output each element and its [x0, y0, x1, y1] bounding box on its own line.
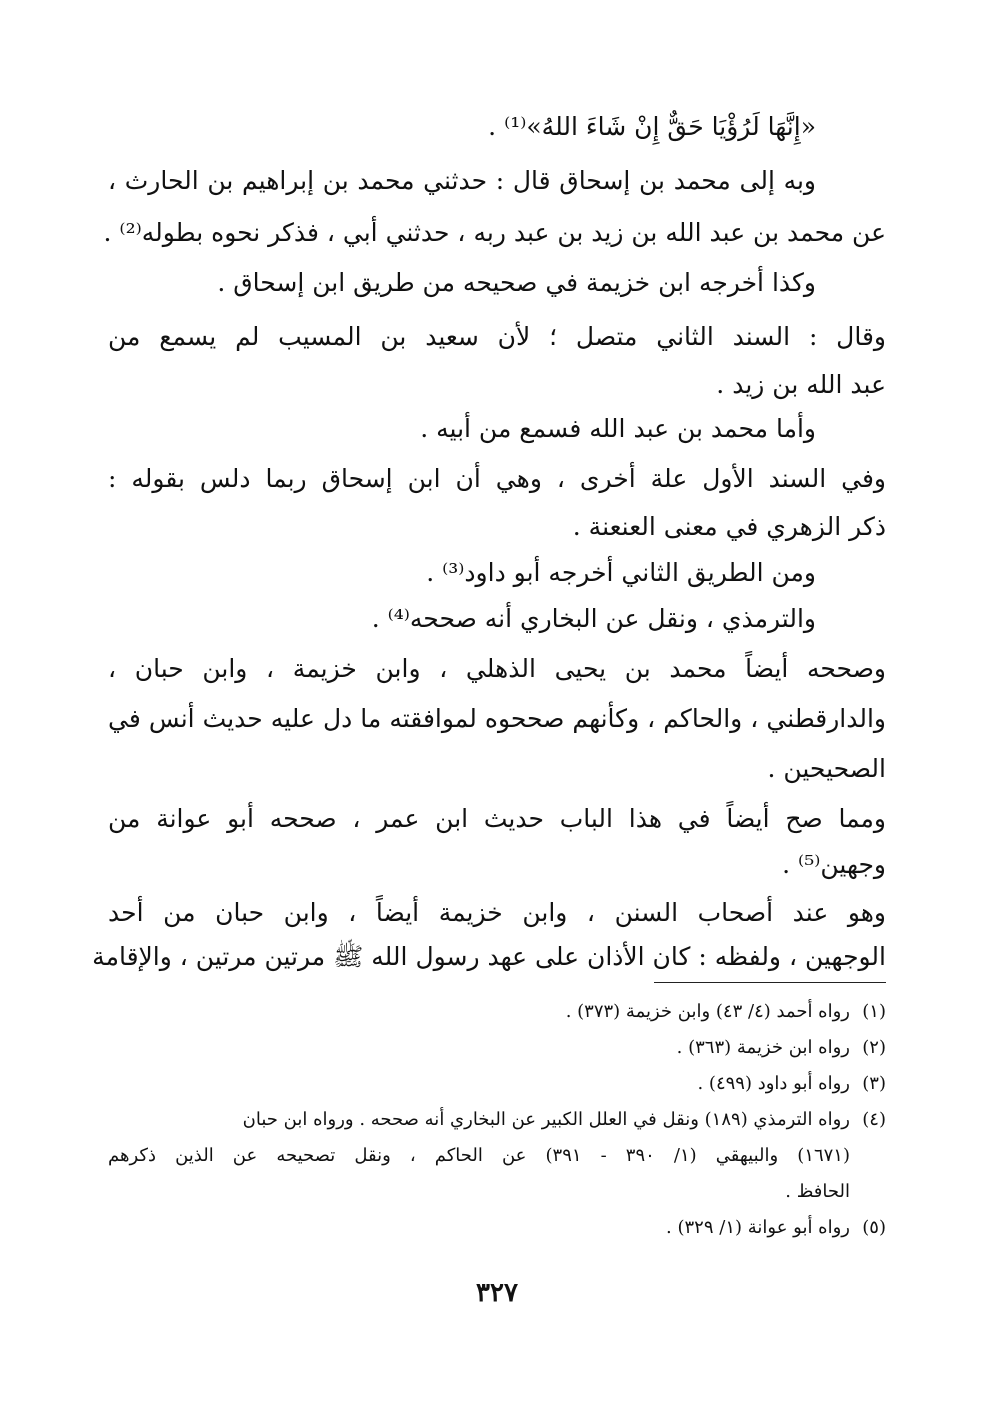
- footnote-3: [108, 1068, 886, 1100]
- text-line: وجهين⁽⁵⁾ .: [782, 850, 886, 879]
- footnote-number: (٣): [862, 1073, 886, 1094]
- footnote-text: رواه ابن خزيمة (٣٦٣) .: [676, 1037, 850, 1058]
- footnote-text: رواه أحمد (٤/ ٤٣) وابن خزيمة (٣٧٣) .: [565, 1001, 850, 1022]
- footnote-number: (١): [862, 1001, 886, 1022]
- text-line: عبد الله بن زيد .: [716, 370, 886, 399]
- text-line: الوجهين ، ولفظه : كان الأذان على عهد رسول الله ﷺ مرتين مرتين ، والإقامة: [92, 942, 886, 971]
- text-line: وهو عند أصحاب السنن ، وابن خزيمة أيضاً ، وابن حبان من أحد: [108, 898, 886, 927]
- text-line: وصححه أيضاً محمد بن يحيى الذهلي ، وابن خزيمة ، وابن حبان ،: [108, 654, 886, 683]
- text-line: الصحيحين .: [767, 754, 886, 783]
- footnote-5: [108, 1212, 886, 1244]
- text-line: ومما صح أيضاً في هذا الباب حديث ابن عمر ، صححه أبو عوانة من: [108, 804, 886, 833]
- text-line: وفي السند الأول علة أخرى ، وهي أن ابن إسحاق ربما دلس بقوله :: [108, 464, 886, 493]
- footnote-separator: [654, 982, 886, 983]
- footnote-4-continued: الحافظ .: [785, 1181, 850, 1202]
- footnote-text: رواه أبو عوانة (١/ ٣٢٩) .: [666, 1217, 850, 1238]
- footnote-number: (٤): [862, 1109, 886, 1130]
- footnote-4: [108, 1104, 886, 1136]
- text-line: والدارقطني ، والحاكم ، وكأنهم صححوه لموافقته ما دل عليه حديث أنس في: [108, 704, 886, 733]
- quran-quote-line: «إِنَّهَا لَرُؤْيَا حَقٌّ إِنْ شَاءَ اللهُ»⁽¹⁾ .: [488, 112, 816, 141]
- text-line: عن محمد بن عبد الله بن زيد بن عبد ربه ، حدثني أبي ، فذكر نحوه بطوله⁽²⁾ .: [103, 218, 886, 247]
- text-line: وكذا أخرجه ابن خزيمة في صحيحه من طريق ابن إسحاق .: [217, 268, 816, 297]
- text-line: وبه إلى محمد بن إسحاق قال : حدثني محمد بن إبراهيم بن الحارث ،: [108, 166, 817, 195]
- text-line: ذكر الزهري في معنى العنعنة .: [572, 512, 886, 541]
- book-page: [92, 98, 886, 1338]
- footnote-text: رواه الترمذي (١٨٩) ونقل في العلل الكبير عن البخاري أنه صححه . ورواه ابن حبان: [242, 1109, 850, 1130]
- text-line: وقال : السند الثاني متصل ؛ لأن سعيد بن المسيب لم يسمع من: [108, 322, 886, 351]
- footnote-4-continued: (١٦٧١) والبيهقي (١/ ٣٩٠ - ٣٩١) عن الحاكم ، ونقل تصحيحه عن الذين ذكرهم: [108, 1145, 850, 1166]
- text-line: ومن الطريق الثاني أخرجه أبو داود⁽³⁾ .: [426, 558, 816, 587]
- footnote-text: رواه أبو داود (٤٩٩) .: [697, 1073, 850, 1094]
- text-line: والترمذي ، ونقل عن البخاري أنه صححه⁽⁴⁾ .: [371, 604, 816, 633]
- footnote-number: (٢): [862, 1037, 886, 1058]
- footnote-2: [108, 1032, 886, 1064]
- page-number: ٣٢٧: [476, 1278, 518, 1308]
- footnote-1: [108, 996, 886, 1028]
- text-line: وأما محمد بن عبد الله فسمع من أبيه .: [420, 414, 816, 443]
- footnote-number: (٥): [862, 1217, 886, 1238]
